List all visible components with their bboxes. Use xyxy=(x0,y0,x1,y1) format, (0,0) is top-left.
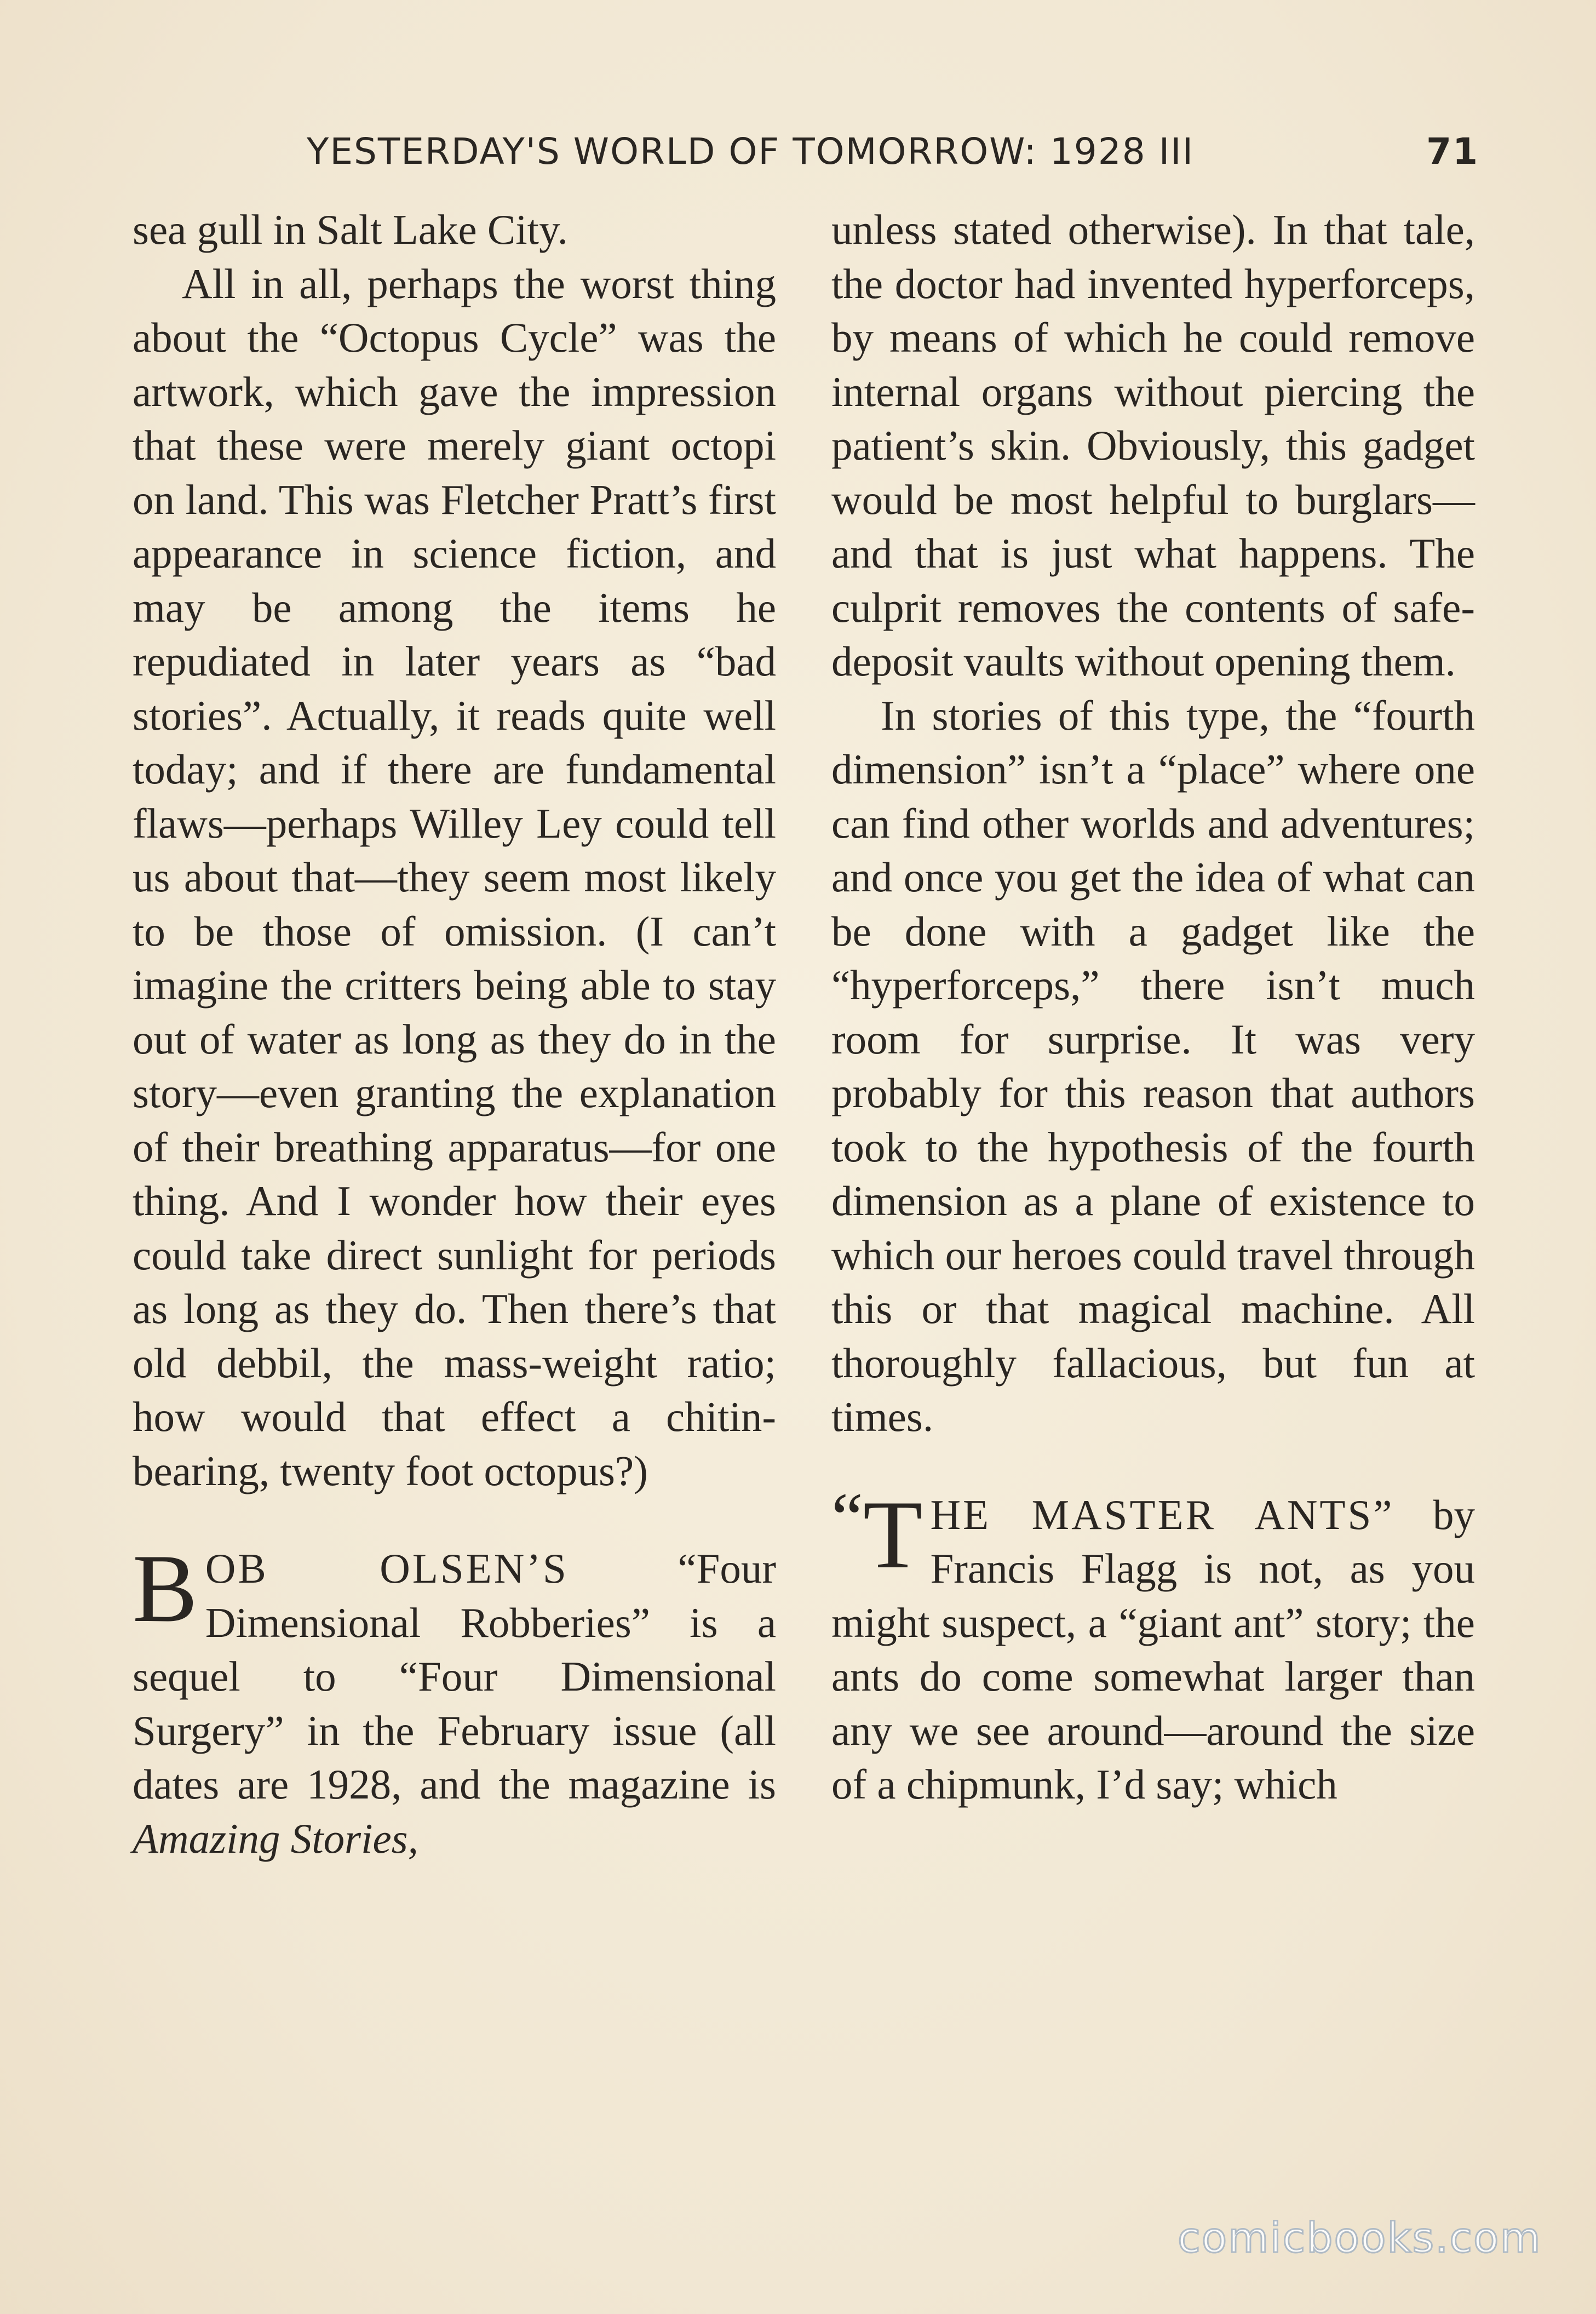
magazine-title: Amazing Stories, xyxy=(133,1814,418,1862)
paragraph-octopus-cycle: All in all, perhaps the worst thing about the “Octopus Cycle” was the artwork, which gave the impression that these were merely giant octopi on land. This was Fletcher Pratt’s first appearance in science fiction, and may be among the items he repudiated in later years as “bad stories”. Actually, it reads quite well today; and if there are fundamental flaws—perhaps Willey Ley could tell us about that—they seem most likely to be those of omission. (I can’t imagine the critters being able to stay out of water as long as they do in the story—even granting the explanation of their breathing apparatus—for one thing. And I wonder how their eyes could take direct sunlight for periods as long as they do. Then there’s that old debbil, the mass-weight ratio; how would that effect a chitin-bearing, twenty foot octopus?) xyxy=(133,260,776,1494)
right-column xyxy=(831,203,1475,1812)
watermark: comicbooks.com xyxy=(1178,2213,1542,2262)
running-title: YESTERDAY'S WORLD OF TOMORROW: 1928 III xyxy=(307,130,1195,173)
lead-in: HE MASTER ANTS” xyxy=(930,1491,1394,1538)
paragraph-fourth-dimension: In stories of this type, the “fourth dimension” isn’t a “place” where one can find other worlds and adventures; and once you get the idea of what can be done with a gadget like the “hyperforceps,” there isn’t much room for surprise. It was very probably for this reason that authors took to the hypothesis of the fourth dimension as a plane of existence to which our heroes could travel through this or that magical machine. All thoroughly fallacious, but fun at times. xyxy=(831,691,1475,1440)
lead-in: OB OLSEN’S xyxy=(205,1545,569,1592)
page-header xyxy=(307,130,1479,185)
page-number: 71 xyxy=(1426,130,1479,173)
paragraph-four-dimensional-robberies xyxy=(133,1534,776,1865)
paragraph-text: “Four Dimensional Robberies” is a sequel to “Four Dimensional Surgery” in the February issue (all dates are 1928, and the magazine is xyxy=(133,1545,776,1808)
paragraph-master-ants xyxy=(831,1478,1475,1812)
paragraph-hyperforceps: unless stated otherwise). In that tale, the doctor had invented hyperforceps, by means of which he could remove internal organs without piercing the patient’s skin. Obviously, this gadget would be most helpful to burglars—and that is just what happens. The culprit removes the contents of safe-deposit vaults without opening them. xyxy=(831,206,1475,685)
drop-cap: B xyxy=(133,1534,198,1642)
paragraph-continued: sea gull in Salt Lake City. xyxy=(133,206,568,253)
paragraph-text: by Francis Flagg is not, as you might suspect, a “giant ant” story; the ants do come somewhat larger than any we see around—around the size of a chipmunk, I’d say; which xyxy=(831,1491,1475,1808)
open-quote: “ xyxy=(831,1478,863,1557)
drop-cap: T xyxy=(863,1480,923,1589)
left-column xyxy=(133,203,776,1865)
